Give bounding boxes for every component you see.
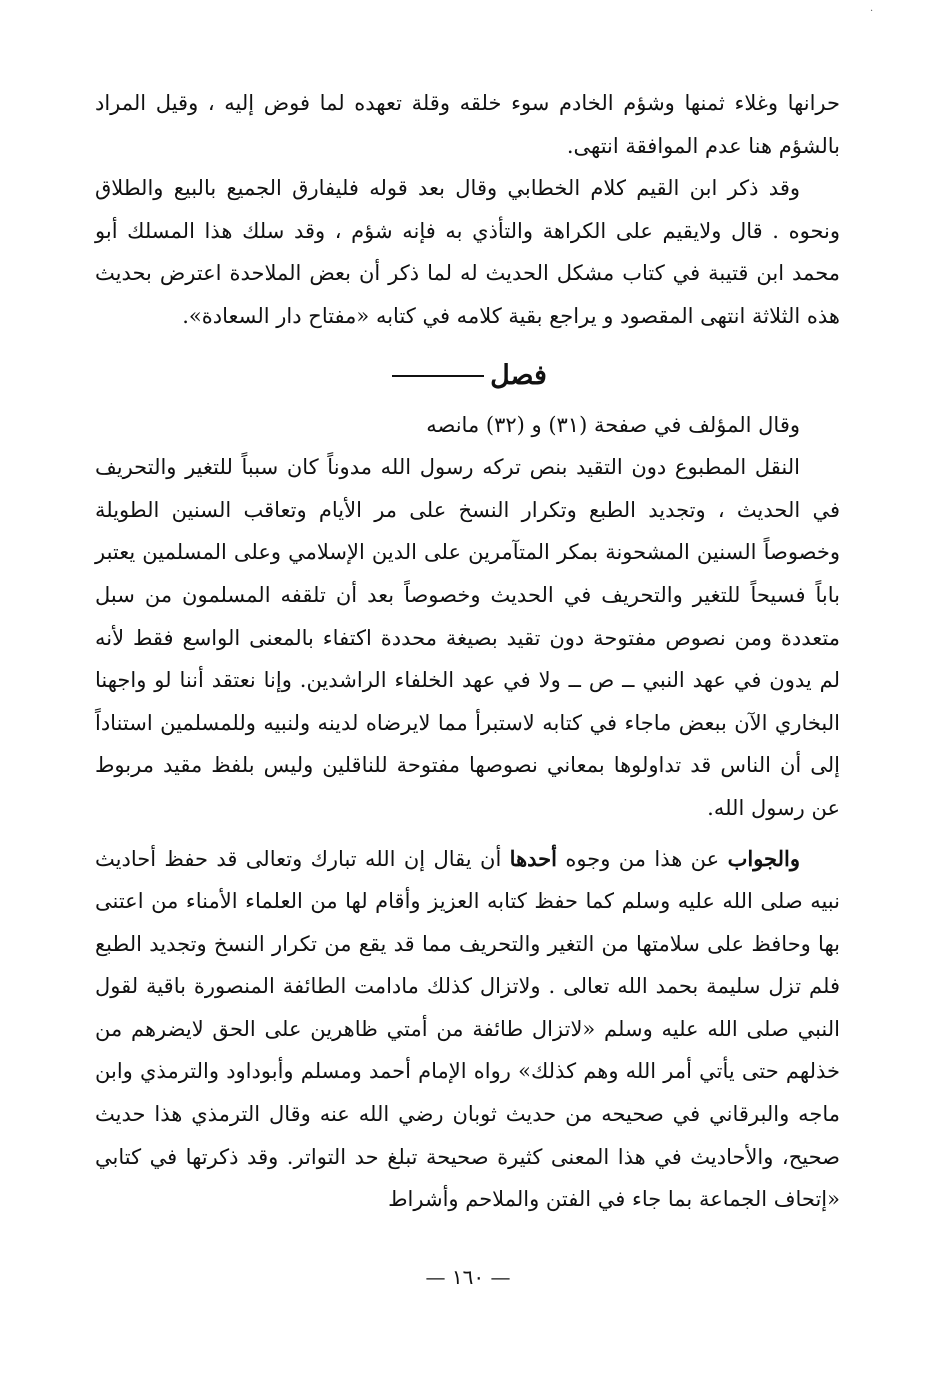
author-quote: النقل المطبوع دون التقيد بنص تركه رسول الله مدوناً كان سبباً للتغير والتحريف في الحديث ، وتجديد الطبع وتكرار النسخ على مر الأيام وتعاقب السنين الطويلة وخصوصاً السنين المشحونة بمكر المتآمرين على الدين الإسلامي وعلى المسلمين يعتبر باباً فسيحاً للتغير والتحريف في الحديث وخصوصاً بعد أن تلقفه المسلمون من سبل متعددة ومن نصوص مفتوحة دون تقيد بصيغة محددة اكتفاء بالمعنى الواسع فقط لأنه لم يدون في عهد النبي ــ ص ــ ولا في عهد الخلفاء الراشدين. وإنا نعتقد أننا لو واجهنا البخاري الآن ببعض ماجاء في كتابه لاستبرأ مما لايرضاه لدينه ولنبيه وللمسلمين استناداً إلى أن الناس قد تداولوها بمعاني نصوصها مفتوحة للناقلين وليس بلفظ مقيد مربوط عن رسول الله.: [95, 455, 840, 820]
paragraph-continuation: حرانها وغلاء ثمنها وشؤم الخادم سوء خلقه وقلة تعهده لما فوض إليه ، وقيل المراد بالشؤم هنا عدم الموافقة انتهى.: [95, 91, 840, 158]
section-heading: [95, 356, 840, 396]
paragraph-ibn-qayyim: وقد ذكر ابن القيم كلام الخطابي وقال بعد قوله فليفارق الجميع بالبيع والطلاق ونحوه . قال ولايقيم على الكراهة والتأذي به فإنه شؤم ، وقد سلك هذا المسلك أبو محمد ابن قتيبة في كتاب مشكل الحديث له لما ذكر أن بعض الملاحدة اعترض بحديث هذه الثلاثة انتهى المقصود و يراجع بقية كلامه في كتابه «مفتاح دار السعادة».: [95, 176, 840, 328]
answer-paragraph: [95, 838, 840, 1221]
answer-first-point: أحدها: [509, 845, 557, 871]
section-heading-text: فصل: [490, 359, 547, 391]
section-intro: وقال المؤلف في صفحة (٣١) و (٣٢) مانصه: [426, 412, 800, 437]
page-number: — ١٦٠ —: [425, 1265, 511, 1289]
page-body: [95, 82, 840, 1221]
scan-mark: ·: [870, 6, 874, 17]
answer-lead-text: عن هذا من وجوه: [556, 846, 728, 871]
heading-tatweel-line: [392, 375, 484, 377]
answer-body: أن يقال إن الله تبارك وتعالى قد حفظ أحاديث نبيه صلى الله عليه وسلم كما حفظ كتابه العزيز وأقام لها من العلماء الأمناء من اعتنى بها وحافظ على سلامتها من التغير والتحريف مما قد يقع من تكرار النسخ وتجديد الطبع فلم تزل سليمة بحمد الله تعالى . ولاتزال كذلك مادامت الطائفة المنصورة باقية لقول النبي صلى الله عليه وسلم «لاتزال طائفة من أمتي ظاهرين على الحق لايضرهم من خذلهم حتى يأتي أمر الله وهم كذلك» رواه الإمام أحمد ومسلم وأبوداود والترمذي وابن ماجه والبرقاني في صحيحه من حديث ثوبان رضي الله عنه وقال الترمذي هذا حديث صحيح، والأحاديث في هذا المعنى كثيرة صحيحة تبلغ حد التواتر. وقد ذكرتها في كتابي «إتحاف الجماعة بما جاء في الفتن والملاحم وأشراط: [95, 846, 840, 1212]
answer-lead: والجواب: [727, 845, 800, 871]
paragraph-gap: [95, 830, 840, 838]
